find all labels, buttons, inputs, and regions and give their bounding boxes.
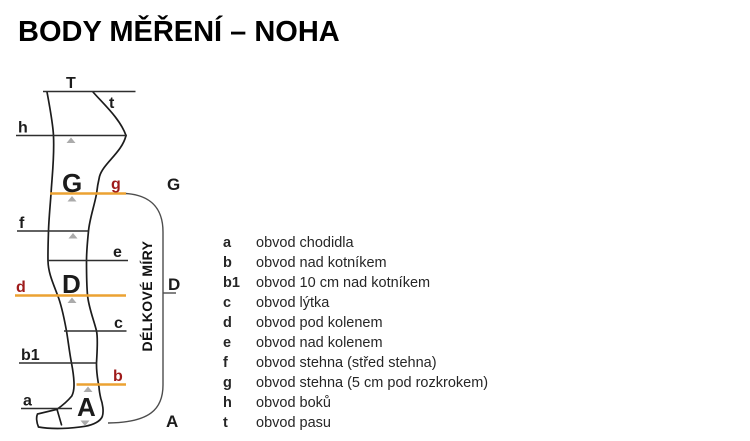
legend-label: obvod boků: [256, 395, 331, 411]
legend-key: f: [223, 355, 228, 371]
label-D-big: D: [62, 269, 81, 299]
legend-item-b1: [223, 273, 488, 293]
bracket-label-D: D: [168, 275, 181, 294]
legend-item-e: [223, 333, 488, 353]
legend-key: b1: [223, 275, 240, 291]
label-a: a: [23, 392, 32, 410]
label-d: d: [16, 279, 26, 296]
legend-key: g: [223, 375, 232, 391]
label-e: e: [113, 244, 122, 261]
page-title: BODY MĚŘENÍ – NOHA: [18, 16, 340, 48]
legend-key: h: [223, 395, 232, 411]
legend-label: obvod chodidla: [256, 235, 354, 251]
legend-key: d: [223, 315, 232, 331]
label-b1: b1: [21, 347, 40, 364]
label-T: T: [66, 75, 76, 92]
legend-item-d: [223, 313, 488, 333]
bracket-label-A: A: [166, 412, 179, 431]
legend-item-f: [223, 353, 488, 373]
length-axis-label: DÉLKOVÉ MÍRY: [139, 240, 155, 352]
label-h: h: [18, 119, 28, 137]
legend-key: e: [223, 335, 232, 351]
legend-key: c: [223, 295, 232, 311]
legend-item-h: [223, 393, 488, 413]
bracket-label-G: G: [167, 175, 181, 194]
legend-key: a: [223, 235, 232, 251]
legend-label: obvod lýtka: [256, 295, 330, 311]
label-G-big: G: [62, 168, 83, 198]
legend-item-b: [223, 253, 488, 273]
legend-key: b: [223, 255, 232, 271]
label-f: f: [19, 215, 25, 232]
legend-label: obvod stehna (střed stehna): [256, 355, 437, 371]
legend-label: obvod stehna (5 cm pod rozkrokem): [256, 375, 489, 391]
legend-label: obvod nad kotníkem: [256, 255, 387, 271]
label-g: g: [111, 176, 121, 193]
legend-item-c: [223, 293, 488, 313]
label-A-big: A: [77, 392, 96, 422]
marker-triangle-f: [69, 233, 78, 239]
legend-item-g: [223, 373, 488, 393]
legend-item-t: [223, 413, 488, 433]
legend-label: obvod 10 cm nad kotníkem: [256, 275, 431, 291]
legend-label: obvod pod kolenem: [256, 315, 383, 331]
legend-key: t: [223, 415, 228, 431]
leg-measurement-diagram: [0, 0, 210, 441]
legend-item-a: [223, 233, 488, 253]
legend: [223, 233, 488, 433]
label-t: t: [109, 95, 115, 112]
legend-label: obvod nad kolenem: [256, 335, 383, 351]
marker-triangle-h: [67, 138, 76, 144]
legend-label: obvod pasu: [256, 415, 331, 431]
label-c: c: [114, 315, 123, 332]
toe-cap-line: [57, 409, 62, 425]
label-b: b: [113, 368, 123, 385]
